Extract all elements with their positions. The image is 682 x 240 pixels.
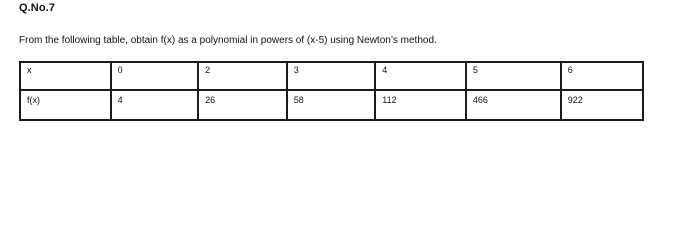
table-row-label: f(x)	[20, 90, 111, 120]
table-cell: 58	[287, 90, 376, 120]
table-cell: 112	[375, 90, 466, 120]
table-cell: 6	[561, 62, 643, 90]
table-cell: 922	[561, 90, 643, 120]
question-number: Q.No.7	[19, 2, 56, 14]
table-row-label: x	[20, 62, 111, 90]
table-cell: 3	[287, 62, 376, 90]
table-cell: 26	[198, 90, 287, 120]
table-cell: 4	[375, 62, 466, 90]
table-cell: 2	[198, 62, 287, 90]
table-cell: 0	[111, 62, 198, 90]
question-prompt: From the following table, obtain f(x) as a polynomial in powers of (x-5) using Newton’s method.	[19, 35, 437, 46]
table-cell: 466	[466, 90, 561, 120]
data-table	[19, 61, 644, 121]
table-row-x	[20, 62, 643, 90]
table-row-fx	[20, 90, 643, 120]
table-cell: 5	[466, 62, 561, 90]
table-cell: 4	[111, 90, 198, 120]
